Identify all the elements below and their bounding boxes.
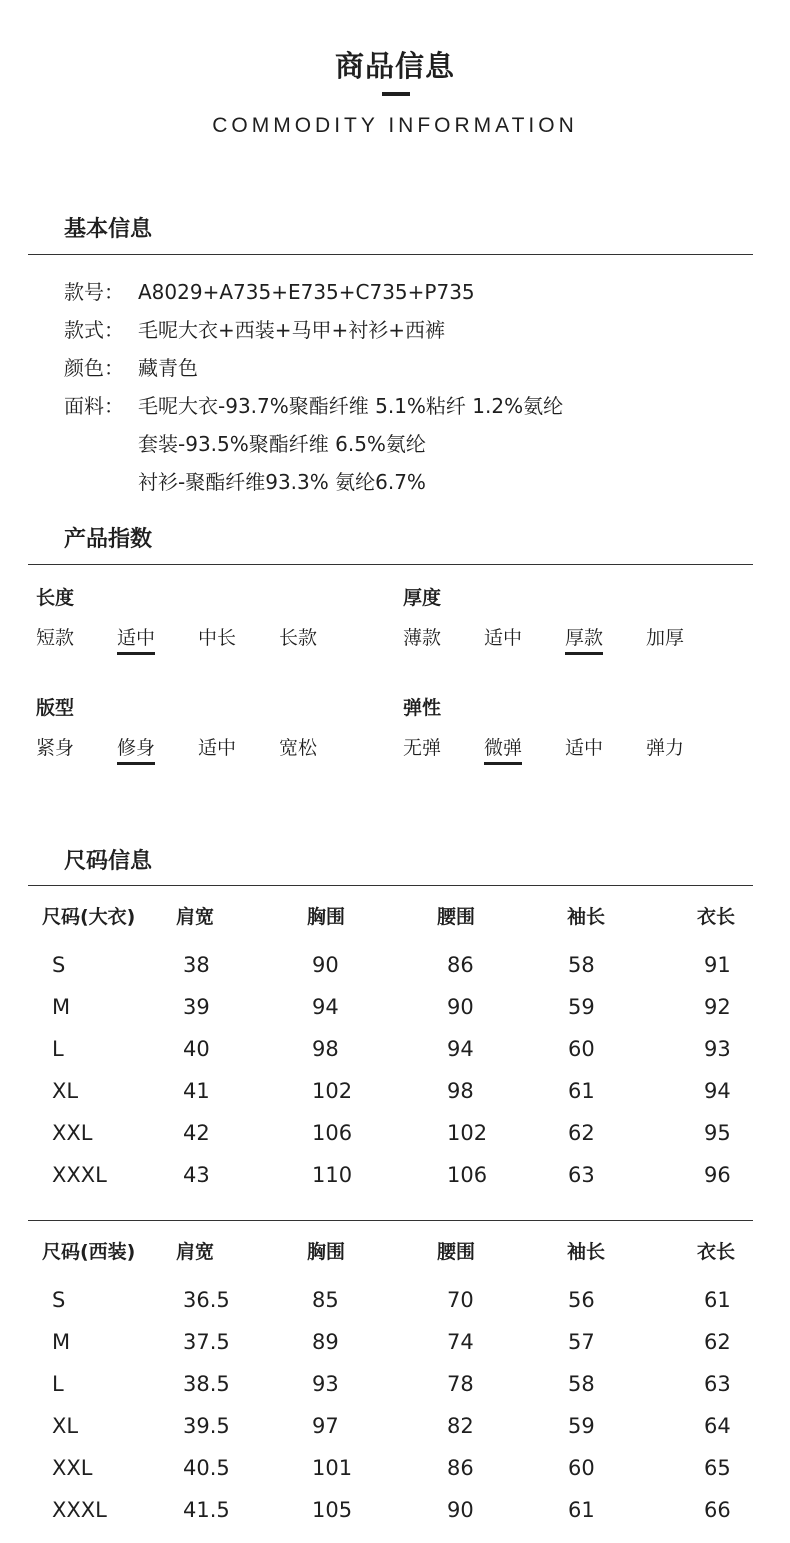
size-table-header: 胸围	[307, 1241, 346, 1263]
size-table-cell: S	[52, 953, 66, 977]
size-table-cell: 40.5	[183, 1456, 230, 1480]
size-table-header: 袖长	[567, 1241, 606, 1263]
info-row-color	[64, 352, 198, 381]
size-table-header: 尺码(大衣)	[42, 906, 136, 928]
size-table-cell: 59	[568, 995, 595, 1019]
size-table-cell: 65	[704, 1456, 731, 1480]
size-table-cell: 101	[312, 1456, 353, 1480]
size-info-divider	[28, 885, 753, 886]
size-table-divider	[28, 1220, 753, 1221]
size-table-cell: 58	[568, 953, 595, 977]
size-table-cell: 106	[312, 1121, 353, 1145]
size-table-cell: 38.5	[183, 1372, 230, 1396]
size-table-cell: 64	[704, 1414, 731, 1438]
size-table-cell: 93	[312, 1372, 339, 1396]
size-table-cell: 70	[447, 1288, 474, 1312]
size-table-cell: 96	[704, 1163, 731, 1187]
index-option: 弹力	[646, 737, 685, 759]
size-table-cell: 90	[447, 1498, 474, 1522]
size-table-cell: XXXL	[52, 1498, 107, 1522]
product-index-divider	[28, 564, 753, 565]
size-table-cell: 110	[312, 1163, 353, 1187]
size-table-cell: 94	[312, 995, 339, 1019]
size-table-header: 衣长	[697, 906, 736, 928]
size-table-header: 腰围	[437, 1241, 476, 1263]
index-group-length: 长度	[36, 587, 75, 609]
size-table-cell: 90	[447, 995, 474, 1019]
size-table-cell: 42	[183, 1121, 210, 1145]
size-table-cell: 93	[704, 1037, 731, 1061]
size-table-cell: 37.5	[183, 1330, 230, 1354]
index-option: 适中	[484, 627, 523, 649]
info-value: 毛呢大衣+西装+马甲+衬衫+西裤	[138, 318, 446, 342]
size-table-cell: 56	[568, 1288, 595, 1312]
product-index-title: 产品指数	[64, 527, 153, 552]
size-table-cell: 91	[704, 953, 731, 977]
size-table-header: 袖长	[567, 906, 606, 928]
size-table-cell: 82	[447, 1414, 474, 1438]
size-table-header: 尺码(西装)	[42, 1241, 136, 1263]
size-table-cell: 62	[568, 1121, 595, 1145]
size-table-cell: XXXL	[52, 1163, 107, 1187]
title-divider	[382, 92, 410, 96]
info-label: 面料：	[64, 394, 124, 418]
size-table-header: 胸围	[307, 906, 346, 928]
page-title: 商品信息	[334, 49, 455, 83]
size-table-cell: 41	[183, 1079, 210, 1103]
size-table-cell: 90	[312, 953, 339, 977]
index-option: 紧身	[36, 737, 75, 759]
size-table-cell: 60	[568, 1037, 595, 1061]
size-table-cell: 59	[568, 1414, 595, 1438]
size-table-cell: 102	[447, 1121, 488, 1145]
page-subtitle: COMMODITY INFORMATION	[212, 114, 578, 137]
size-info-title: 尺码信息	[64, 849, 153, 874]
size-table-cell: 89	[312, 1330, 339, 1354]
index-group-elasticity: 弹性	[403, 697, 442, 719]
index-option: 无弹	[403, 737, 442, 759]
size-table-cell: 36.5	[183, 1288, 230, 1312]
size-table-cell: 86	[447, 1456, 474, 1480]
size-table-cell: M	[52, 1330, 71, 1354]
basic-info-divider	[28, 254, 753, 255]
size-table-cell: 39	[183, 995, 210, 1019]
size-table-header: 肩宽	[176, 1241, 215, 1263]
size-table-cell: 66	[704, 1498, 731, 1522]
size-table-cell: S	[52, 1288, 66, 1312]
size-table-cell: L	[52, 1372, 64, 1396]
info-label: 款号：	[64, 280, 124, 304]
index-option-selected: 修身	[117, 733, 155, 765]
index-option-selected: 微弹	[484, 733, 522, 765]
size-table-cell: 61	[568, 1498, 595, 1522]
size-table-header: 腰围	[437, 906, 476, 928]
index-option: 薄款	[403, 627, 442, 649]
index-option: 中长	[198, 627, 237, 649]
size-table-cell: 97	[312, 1414, 339, 1438]
index-option: 宽松	[279, 737, 318, 759]
index-group-fit: 版型	[36, 697, 75, 719]
size-table-cell: 63	[704, 1372, 731, 1396]
size-table-cell: XL	[52, 1414, 79, 1438]
index-option-selected: 适中	[117, 623, 155, 655]
info-value: 藏青色	[138, 356, 198, 380]
size-table-cell: 102	[312, 1079, 353, 1103]
info-value: A8029+A735+E735+C735+P735	[138, 280, 475, 304]
fabric-shirt: 衬衫-聚酯纤维93.3% 氨纶6.7%	[138, 470, 426, 494]
size-table-cell: 85	[312, 1288, 339, 1312]
size-table-cell: 94	[447, 1037, 474, 1061]
size-table-cell: 58	[568, 1372, 595, 1396]
size-table-cell: 78	[447, 1372, 474, 1396]
size-table-cell: 38	[183, 953, 210, 977]
size-table-cell: 86	[447, 953, 474, 977]
size-table-cell: 105	[312, 1498, 353, 1522]
info-row-fabric	[64, 390, 563, 419]
size-table-cell: 92	[704, 995, 731, 1019]
size-table-cell: 61	[568, 1079, 595, 1103]
index-option: 长款	[279, 627, 318, 649]
size-table-cell: M	[52, 995, 71, 1019]
size-table-cell: 98	[447, 1079, 474, 1103]
size-table-cell: 62	[704, 1330, 731, 1354]
size-table-cell: 63	[568, 1163, 595, 1187]
index-option: 加厚	[646, 627, 685, 649]
size-table-cell: 43	[183, 1163, 210, 1187]
index-group-thickness: 厚度	[403, 587, 442, 609]
size-table-cell: XXL	[52, 1456, 93, 1480]
size-table-cell: XL	[52, 1079, 79, 1103]
size-table-cell: 60	[568, 1456, 595, 1480]
size-table-cell: 106	[447, 1163, 488, 1187]
index-option: 适中	[565, 737, 604, 759]
size-table-cell: 74	[447, 1330, 474, 1354]
index-option: 适中	[198, 737, 237, 759]
size-table-cell: 41.5	[183, 1498, 230, 1522]
size-table-cell: 94	[704, 1079, 731, 1103]
info-row-style	[64, 314, 445, 343]
fabric-suit: 套装-93.5%聚酯纤维 6.5%氨纶	[138, 432, 426, 456]
size-table-header: 肩宽	[176, 906, 215, 928]
size-table-cell: 98	[312, 1037, 339, 1061]
index-option-selected: 厚款	[565, 623, 603, 655]
size-table-cell: 39.5	[183, 1414, 230, 1438]
size-table-cell: 61	[704, 1288, 731, 1312]
size-table-cell: 40	[183, 1037, 210, 1061]
info-label: 款式：	[64, 318, 124, 342]
size-table-header: 衣长	[697, 1241, 736, 1263]
size-table-cell: 95	[704, 1121, 731, 1145]
size-table-cell: L	[52, 1037, 64, 1061]
size-table-cell: 57	[568, 1330, 595, 1354]
info-row-style-no	[64, 276, 475, 305]
index-option: 短款	[36, 627, 75, 649]
basic-info-title: 基本信息	[64, 217, 153, 242]
info-value: 毛呢大衣-93.7%聚酯纤维 5.1%粘纤 1.2%氨纶	[138, 394, 564, 418]
size-table-cell: XXL	[52, 1121, 93, 1145]
info-label: 颜色：	[64, 356, 124, 380]
